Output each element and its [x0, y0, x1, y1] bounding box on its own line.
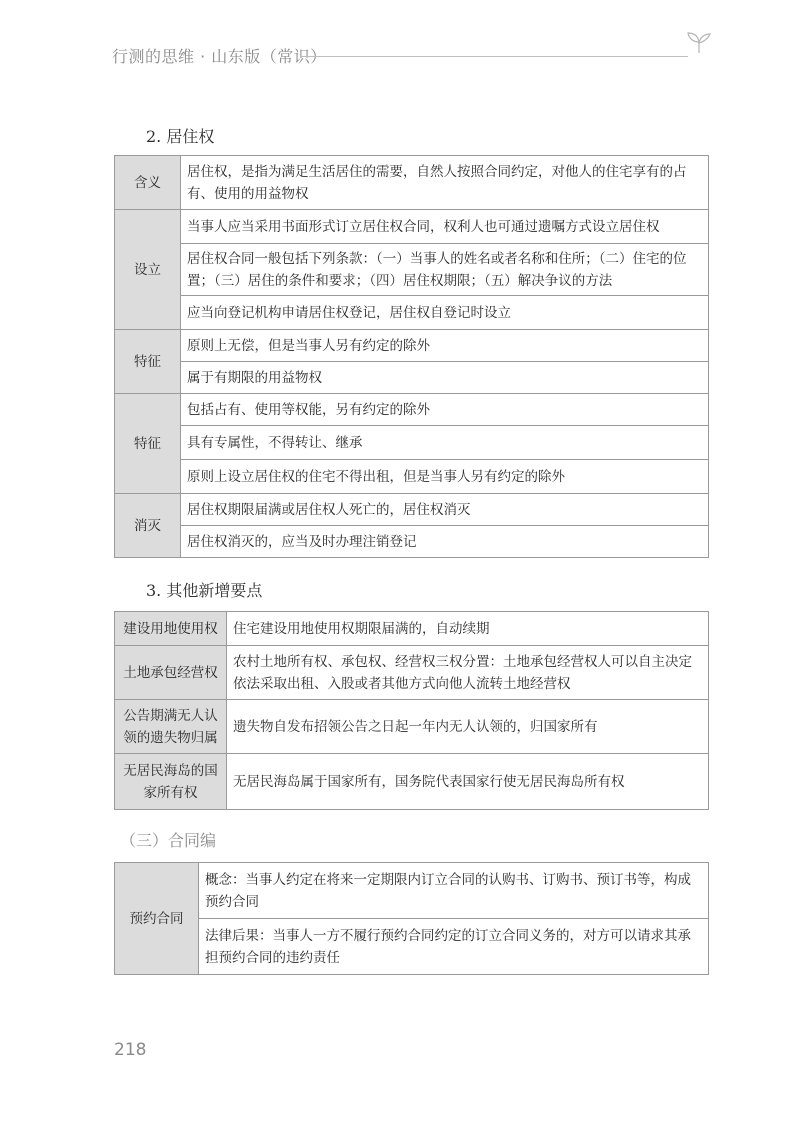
row-content: 居住权合同一般包括下列条款：（一）当事人的姓名或者名称和住所；（二）住宅的位置；（三）居住的条件和要求；（四）居住权期限；（五）解决争议的方法: [181, 244, 709, 296]
header-rule: [300, 56, 688, 57]
table-row: [115, 754, 709, 810]
table-row: [115, 362, 709, 394]
row-content: 居住权期限届满或居住权人死亡的，居住权消灭: [181, 494, 709, 526]
table-row: [115, 700, 709, 754]
table-row: [115, 646, 709, 700]
table-row: [115, 460, 709, 494]
other-points-table: [114, 611, 709, 810]
table-row: [115, 156, 709, 210]
row-content: 包括占有、使用等权能，另有约定的除外: [181, 394, 709, 426]
page-number: 218: [114, 1040, 147, 1060]
table-row: [115, 244, 709, 296]
row-label: 建设用地使用权: [115, 612, 227, 646]
row-label: 特征: [115, 394, 181, 494]
row-label: 特征: [115, 330, 181, 394]
row-content: 当事人应当采用书面形式订立居住权合同，权利人也可通过遗嘱方式设立居住权: [181, 210, 709, 244]
row-content: 居住权消灭的，应当及时办理注销登记: [181, 526, 709, 558]
residence-right-table: [114, 155, 709, 558]
row-label: 公告期满无人认领的遗失物归属: [115, 700, 227, 754]
row-content: 具有专属性，不得转让、继承: [181, 426, 709, 460]
table-row: [115, 612, 709, 646]
header-title: 行测的思维 · 山东版（常识）: [112, 47, 327, 66]
row-content: 遗失物自发布招领公告之日起一年内无人认领的，归国家所有: [227, 700, 709, 754]
table-row: [115, 919, 709, 975]
row-label: 含义: [115, 156, 181, 210]
table-row: [115, 296, 709, 330]
row-label: 消灭: [115, 494, 181, 558]
section-heading-residence-right: 2. 居住权: [146, 127, 215, 146]
row-label: 无居民海岛的国家所有权: [115, 754, 227, 810]
table-row: [115, 330, 709, 362]
row-content: 住宅建设用地使用权期限届满的，自动续期: [227, 612, 709, 646]
table-row: [115, 426, 709, 460]
row-label: 设立: [115, 210, 181, 330]
table-row: [115, 526, 709, 558]
table-row: [115, 863, 709, 919]
row-label: 土地承包经营权: [115, 646, 227, 700]
row-content: 原则上无偿，但是当事人另有约定的除外: [181, 330, 709, 362]
sprout-icon: [686, 30, 712, 54]
table-row: [115, 494, 709, 526]
section-heading-contract: （三）合同编: [120, 831, 217, 850]
row-content: 概念：当事人约定在将来一定期限内订立合同的认购书、订购书、预订书等，构成预约合同: [199, 863, 709, 919]
row-content: 无居民海岛属于国家所有，国务院代表国家行使无居民海岛所有权: [227, 754, 709, 810]
row-content: 应当向登记机构申请居住权登记，居住权自登记时设立: [181, 296, 709, 330]
section-heading-other-points: 3. 其他新增要点: [146, 581, 263, 600]
table-row: [115, 394, 709, 426]
row-content: 属于有期限的用益物权: [181, 362, 709, 394]
row-label: 预约合同: [115, 863, 199, 975]
contract-table: [114, 862, 709, 975]
row-content: 居住权，是指为满足生活居住的需要，自然人按照合同约定，对他人的住宅享有的占有、使用的用益物权: [181, 156, 709, 210]
table-row: [115, 210, 709, 244]
row-content: 法律后果：当事人一方不履行预约合同约定的订立合同义务的，对方可以请求其承担预约合同的违约责任: [199, 919, 709, 975]
row-content: 原则上设立居住权的住宅不得出租，但是当事人另有约定的除外: [181, 460, 709, 494]
row-content: 农村土地所有权、承包权、经营权三权分置：土地承包经营权人可以自主决定依法采取出租、入股或者其他方式向他人流转土地经营权: [227, 646, 709, 700]
